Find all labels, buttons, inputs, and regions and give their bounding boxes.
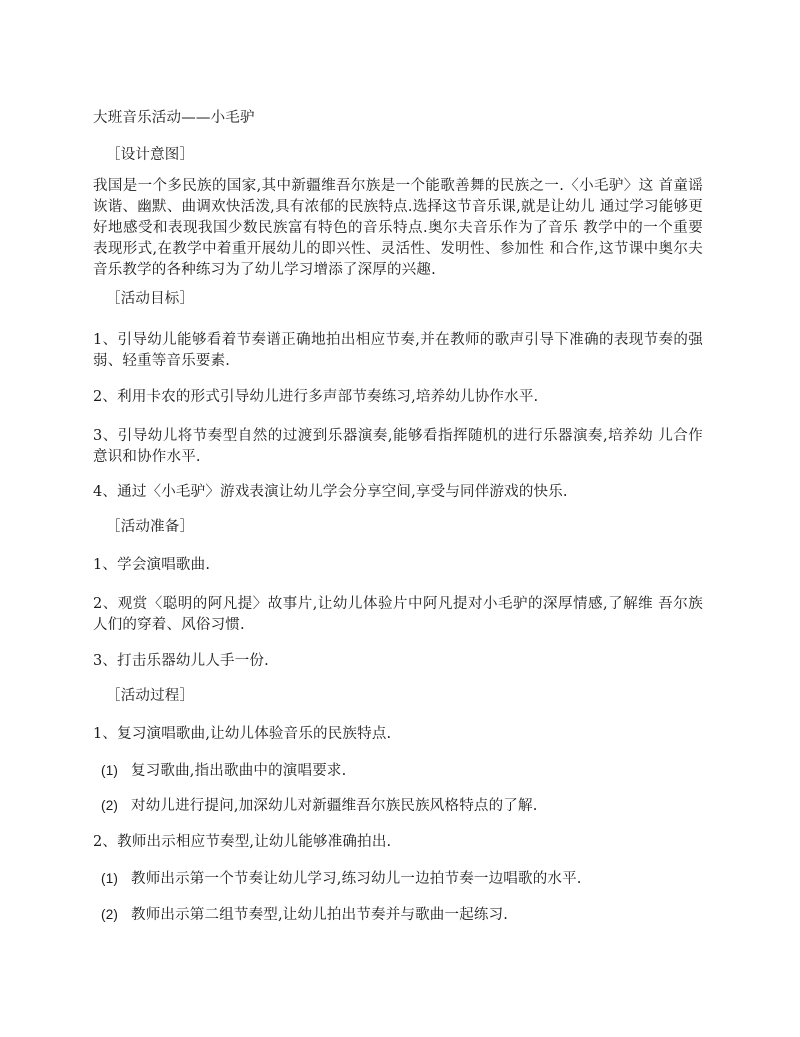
process-step-1-sub-2 (101, 799, 538, 814)
sub-item-number: (1) (101, 871, 119, 886)
goal-item-3: 3、引导幼儿将节奏型自然的过渡到乐器演奏,能够看指挥随机的进行乐器演奏,培养幼 儿合作意识和协作水平. (93, 428, 703, 465)
sub-item-number: (2) (101, 798, 119, 813)
section-heading-process: ［活动过程］ (106, 688, 195, 704)
sub-item-text: 对幼儿进行提问,加深幼儿对新疆维吾尔族民族风格特点的了解. (131, 798, 538, 814)
document-title: 大班音乐活动——小毛驴 (93, 110, 255, 126)
sub-item-number: (1) (101, 763, 119, 778)
sub-item-text: 复习歌曲,指出歌曲中的演唱要求. (131, 763, 347, 779)
process-step-2: 2、教师出示相应节奏型,让幼儿能够准确拍出. (93, 834, 392, 850)
prep-item-1: 1、学会演唱歌曲. (93, 557, 211, 573)
goal-item-4: 4、通过〈小毛驴〉游戏表演让幼儿学会分享空间,享受与同伴游戏的快乐. (93, 484, 568, 500)
design-paragraph: 我国是一个多民族的国家,其中新疆维吾尔族是一个能歌善舞的民族之一.〈小毛驴〉这 首童谣诙谐、幽默、曲调欢快活泼,具有浓郁的民族特点.选择这节音乐课,就是让幼儿 通过学习能够更好地感受和表现我国少数民族富有特色的音乐特点.奥尔夫音乐作为了音乐 教学中的一个重要表现形式,在教学中着重开展幼儿的即兴性、灵活性、发明性、参加性 和合作,这节课中奥尔夫音乐教学的各种练习为了幼儿学习增添了深厚的兴趣. (93, 178, 703, 278)
section-heading-design: ［设计意图］ (106, 147, 195, 163)
goal-item-1: 1、引导幼儿能够看着节奏谱正确地拍出相应节奏,并在教师的歌声引导下准确的表现节奏的强弱、轻重等音乐要素. (93, 332, 703, 369)
sub-item-text: 教师出示第一个节奏让幼儿学习,练习幼儿一边拍节奏一边唱歌的水平. (131, 871, 582, 887)
section-heading-prep: ［活动准备］ (106, 519, 195, 535)
goal-item-2: 2、利用卡农的形式引导幼儿进行多声部节奏练习,培养幼儿协作水平. (93, 389, 539, 405)
section-heading-goals: ［活动目标］ (106, 291, 195, 307)
process-step-2-sub-2 (101, 908, 508, 923)
sub-item-text: 教师出示第二组节奏型,让幼儿拍出节奏并与歌曲一起练习. (131, 907, 509, 923)
prep-item-3: 3、打击乐器幼儿人手一份. (93, 653, 269, 669)
process-step-1-sub-1 (101, 764, 346, 779)
process-step-2-sub-1 (101, 872, 582, 887)
process-step-1: 1、复习演唱歌曲,让幼儿体验音乐的民族特点. (93, 726, 392, 742)
sub-item-number: (2) (101, 907, 119, 922)
prep-item-2: 2、观赏〈聪明的阿凡提〉故事片,让幼儿体验片中阿凡提对小毛驴的深厚情感,了解维 吾尔族人们的穿着、风俗习惯. (93, 596, 703, 633)
